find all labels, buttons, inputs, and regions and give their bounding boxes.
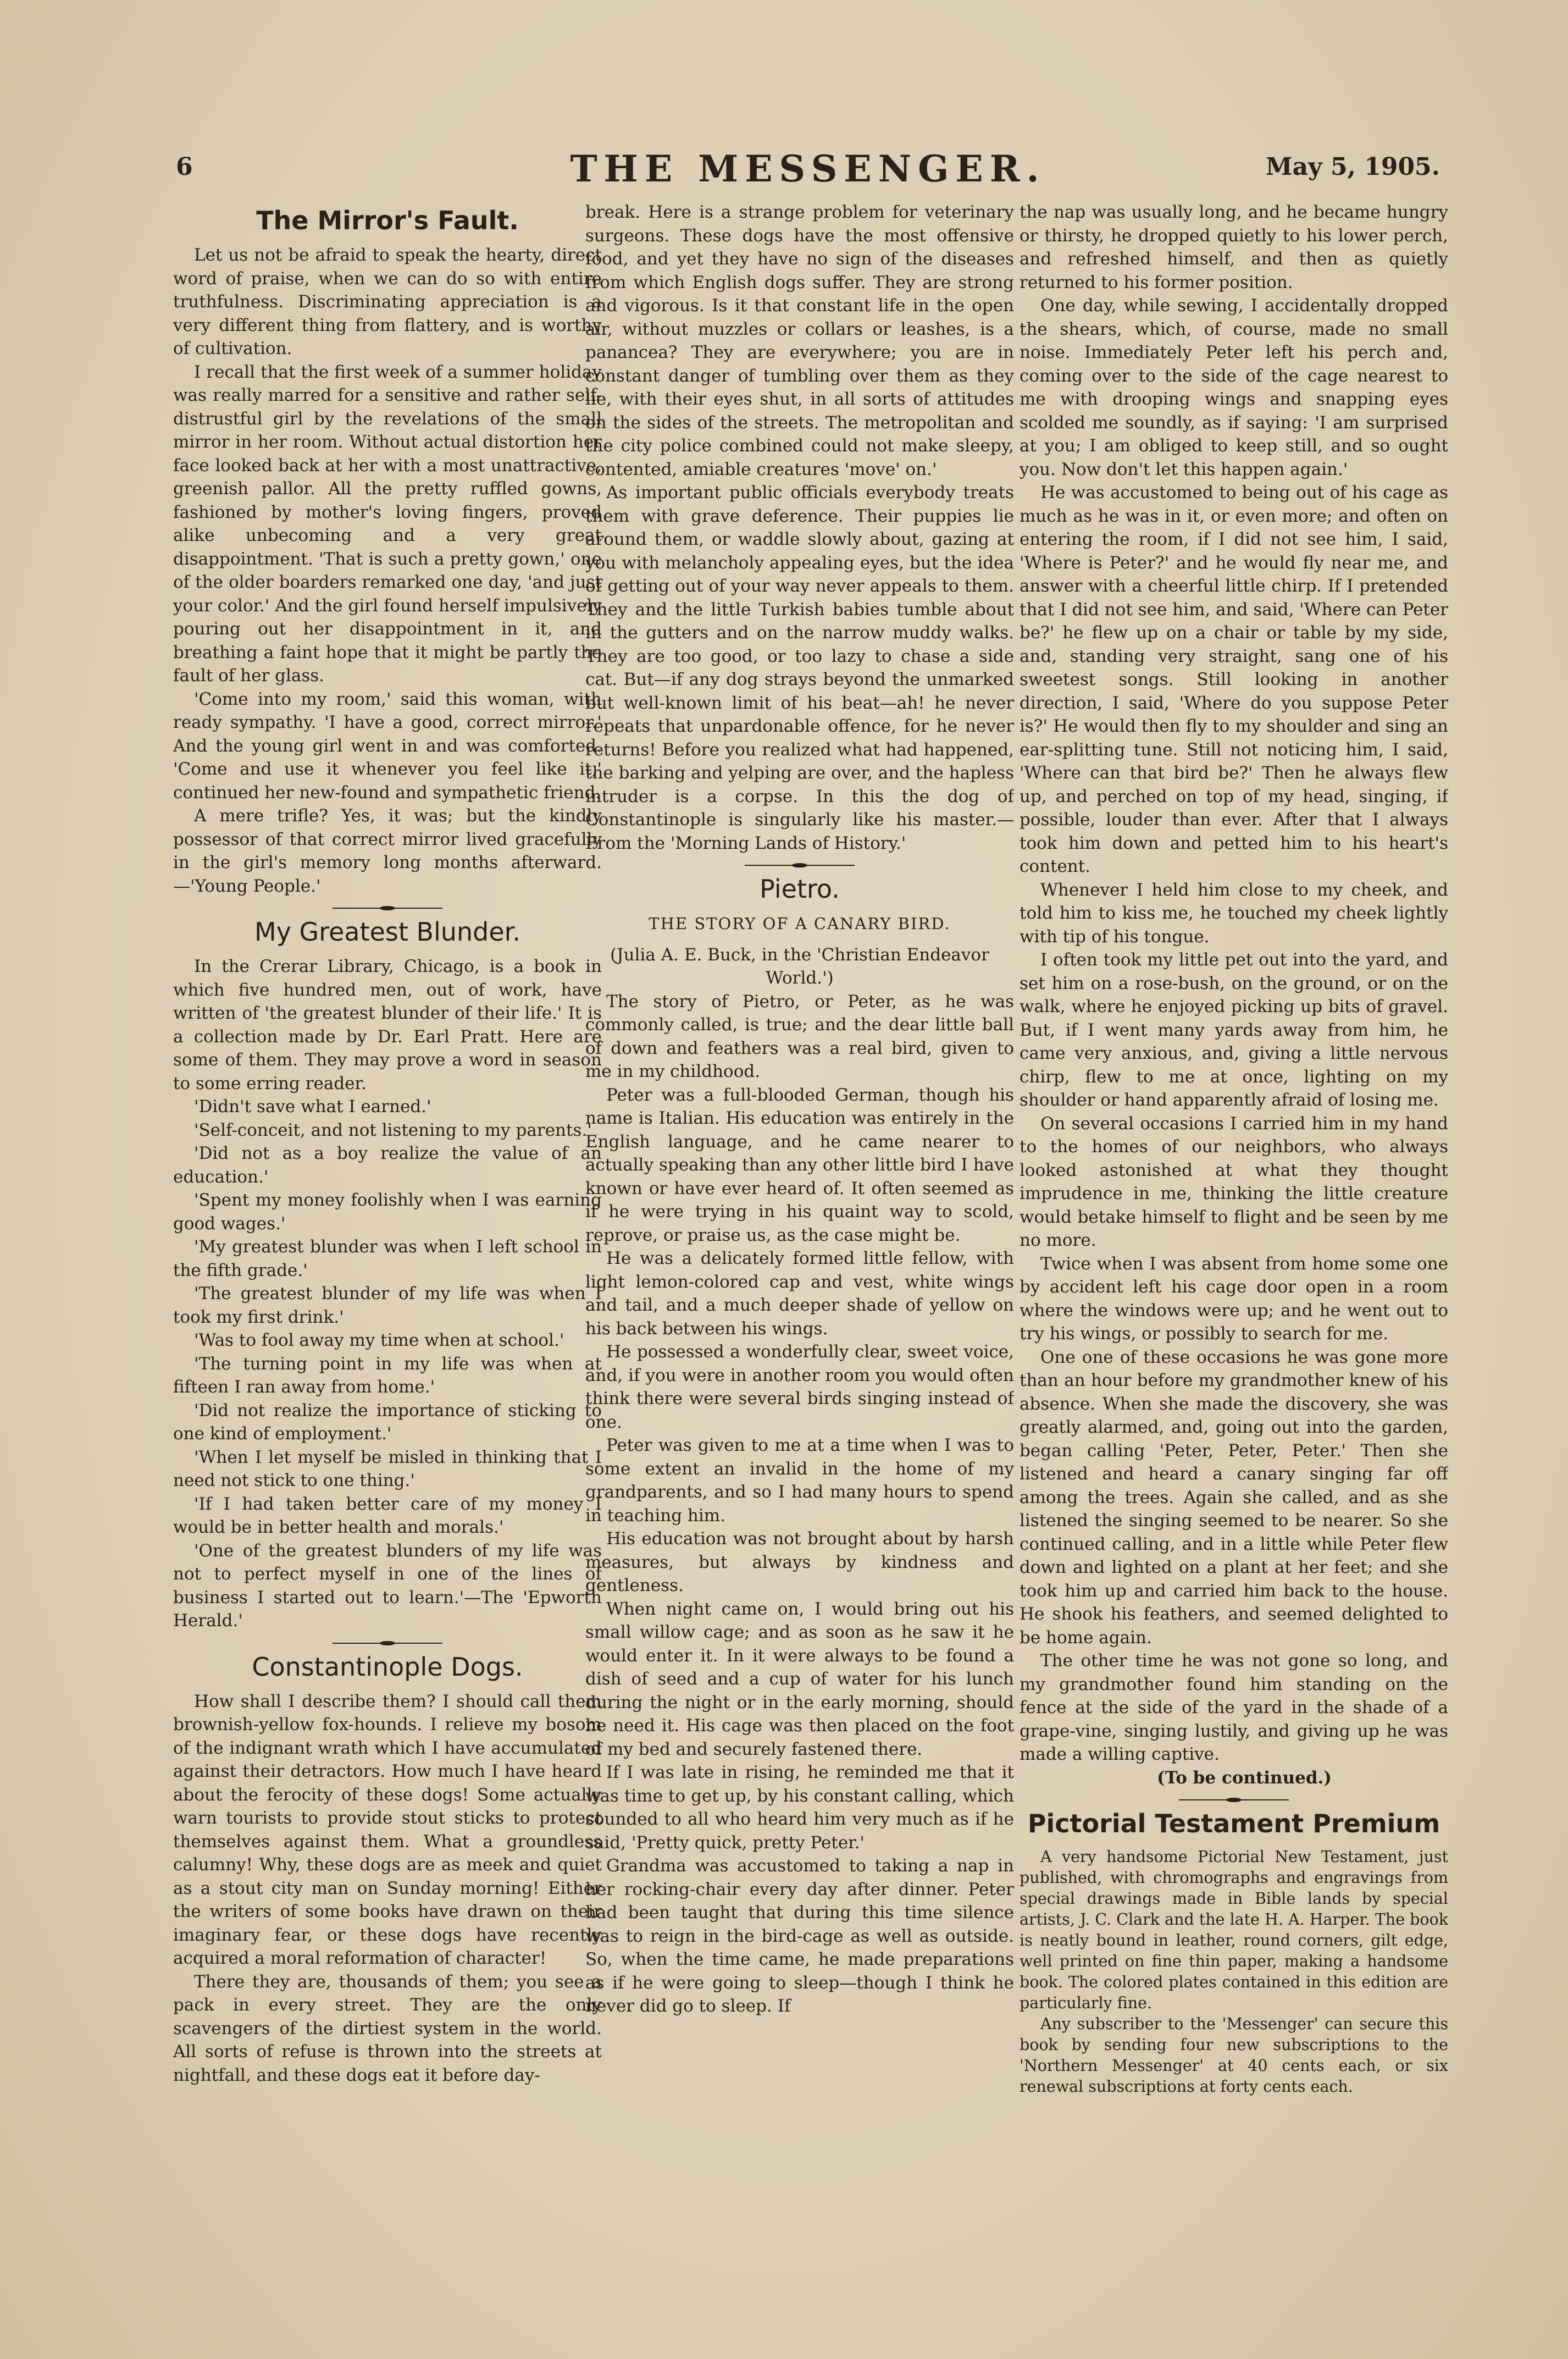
- paragraph: Whenever I held him close to my cheek, and told him to kiss me, he touched my cheek lightly with tip of his tongue.: [1020, 880, 1448, 947]
- paragraph: There they are, thousands of them; you see a pack in every street. They are the only scavengers of the dirtiest system in the world. All sorts of refuse is thrown into the streets at nightfall, and these dogs eat it before day-: [173, 1971, 602, 2085]
- article-subtitle: THE STORY OF A CANARY BIRD.: [649, 914, 951, 933]
- quote-item: 'One of the greatest blunders of my life was not to perfect myself in one of the lines of business I started out to learn.'—The 'Epworth Herald.': [173, 1540, 602, 1631]
- paragraph: He was accustomed to being out of his cage as much as he was in it, or even more; and often on entering the room, if I did not see him, I said, 'Where is Peter?' and he would fly near me, and answer with a cheerful little chirp. If I pretended that I did not see him, and said, 'Where can Peter be?' he flew up on a chair or table by my side, and, standing very straight, sang one of his sweetest songs. Still looking in another direction, I said, 'Where do you suppose Peter is?' He would then fly to my shoulder and sing an ear-splitting tune. Still not noticing him, I said, 'Where can that bird be?' Then he always flew up, and perched on top of my head, singing, if possible, louder than ever. After that I always took him down and petted him to his heart's content.: [1020, 483, 1448, 876]
- paragraph: 'Come into my room,' said this woman, with ready sympathy. 'I have a good, correct mirror.' And the young girl went in and was comforted. 'Come and use it whenever you feel like it,' continued her new-found and sympathetic friend.: [173, 689, 602, 803]
- section-divider: [333, 905, 442, 911]
- quote-item: 'The greatest blunder of my life was when I took my first drink.': [173, 1284, 602, 1327]
- article-title-blunder: My Greatest Blunder.: [254, 917, 520, 947]
- article-title-mirror: The Mirror's Fault.: [256, 206, 519, 235]
- quote-item: 'My greatest blunder was when I left school in the fifth grade.': [173, 1237, 602, 1280]
- paragraph: He was a delicately formed little fellow, with light lemon-colored cap and vest, white wings and tail, and a much deeper shade of yellow on his back between his wings.: [585, 1248, 1014, 1339]
- paragraph: break. Here is a strange problem for veterinary surgeons. These dogs have the most offensive food, and yet they have no sign of the diseases from which English dogs suffer. They are strong and vigorous. Is it that constant life in the open air, without muzzles or collars or leashes, is a panancea? They are everywhere; you are in constant danger of tumbling over them as they lie, with their eyes shut, in all sorts of attitudes on the sides of the streets. The metropolitan and the city police combined could not make sleepy, contented, amiable creatures 'move' on.': [585, 202, 1014, 479]
- byline: (Julia A. E. Buck, in the 'Christian Endeavor World.'): [610, 944, 989, 988]
- paragraph: Grandma was accustomed to taking a nap in her rocking-chair every day after dinner. Peter had been taught that during this time silence was to reign in the bird-cage as well as outside. So, when the time came, he made preparations as if he were going to sleep—though I think he never did go to sleep. If: [585, 1856, 1014, 2016]
- issue-date: May 5, 1905.: [1265, 153, 1440, 181]
- paragraph: Peter was given to me at a time when I was to some extent an invalid in the home of my grandparents, and so I had many hours to spend in teaching him.: [585, 1435, 1014, 1526]
- paragraph: I recall that the first week of a summer holiday was really marred for a sensitive and rather self-distrustful girl by the revelations of the small mirror in her room. Without actual distortion her face looked back at her with a most unattractive, greenish pallor. All the pretty ruffled gowns, fashioned by mother's loving fingers, proved alike unbecoming and a very great disappointment. 'That is such a pretty gown,' one of the older boarders remarked one day, 'and just your color.' And the girl found herself impulsively pouring out her disappointment in it, and breathing a faint hope that it might be partly the fault of her glass.: [173, 362, 602, 686]
- quote-item: 'The turning point in my life was when at fifteen I ran away from home.': [173, 1353, 602, 1397]
- paragraph: One day, while sewing, I accidentally dropped the shears, which, of course, made no small noise. Immediately Peter left his perch and, coming over to the side of the cage nearest to me with drooping wings and snapping eyes scolded me soundly, as if saying: 'I am surprised at you; I am obliged to keep still, and so ought you. Now don't let this happen again.': [1020, 296, 1448, 479]
- paragraph: Any subscriber to the 'Messenger' can secure this book by sending four new subscriptions to the 'Northern Messenger' at 40 cents each, or six renewal subscriptions at forty cents each.: [1020, 2015, 1448, 2096]
- paragraph: In the Crerar Library, Chicago, is a book in which five hundred men, out of work, have written of 'the greatest blunder of their life.' It is a collection made by Dr. Earl Pratt. Here are some of them. They may prove a word in season to some erring reader.: [173, 957, 602, 1093]
- article-title-dogs: Constantinople Dogs.: [252, 1651, 523, 1682]
- quote-item: 'When I let myself be misled in thinking that I need not stick to one thing.': [173, 1447, 602, 1490]
- paragraph: The other time he was not gone so long, and my grandmother found him standing on the fence at the side of the yard in the shade of a grape-vine, singing lustily, and giving up he was made a willing captive.: [1020, 1651, 1448, 1764]
- section-divider: [1179, 1797, 1289, 1803]
- paragraph: As important public officials everybody treats them with grave deference. Their puppies lie around them, or waddle slowly about, gazing at you with melancholy appealing eyes, but the idea of getting out of your way never appeals to them. They and the little Turkish babies tumble about in the gutters and on the narrow muddy walks. They are too good, or too lazy to chase a side cat. But—if any dog strays beyond the unmarked but well-known limit of his beat—ah! he never repeats that unpardonable offence, for he never returns! Before you realized what had happened, the barking and yelping are over, and the hapless intruder is a corpse. In this the dog of Constantinople is singularly like his master.—From the 'Morning Lands of History.': [585, 483, 1014, 853]
- quote-item: 'Spent my money foolishly when I was earning good wages.': [173, 1190, 602, 1234]
- quote-item: 'Was to fool away my time when at school.': [194, 1330, 564, 1350]
- column-2: [585, 201, 1014, 2312]
- article-title-pietro: Pietro.: [760, 874, 840, 904]
- quote-item: 'Self-conceit, and not listening to my parents.': [194, 1120, 592, 1140]
- paragraph: Twice when I was absent from home some one by accident left his cage door open in a room where the windows were up; and he went out to try his wings, or possibly to search for me.: [1020, 1253, 1448, 1344]
- paragraph: He possessed a wonderfully clear, sweet voice, and, if you were in another room you would often think there were several birds singing instead of one.: [585, 1342, 1014, 1432]
- column-1: [173, 201, 602, 2312]
- paragraph: A mere trifle? Yes, it was; but the kindly possessor of that correct mirror lived gracefully in the girl's memory long months afterward.—'Young People.': [173, 806, 602, 896]
- paragraph: His education was not brought about by harsh measures, but always by kindness and gentleness.: [585, 1529, 1014, 1595]
- paragraph: the nap was usually long, and he became hungry or thirsty, he dropped quietly to his lower perch, and refreshed himself, and then as quietly returned to his former position.: [1020, 202, 1448, 292]
- paragraph: I often took my little pet out into the yard, and set him on a rose-bush, on the ground, or on the walk, where he enjoyed picking up bits of gravel. But, if I went many yards away from him, he came very anxious, and, giving a little nervous chirp, flew to me at once, lighting on my shoulder or hand apparently afraid of losing me.: [1020, 950, 1448, 1110]
- quote-item: 'Didn't save what I earned.': [194, 1097, 431, 1117]
- section-divider: [333, 1640, 442, 1646]
- quote-item: 'Did not as a boy realize the value of an education.': [173, 1143, 602, 1187]
- column-3: [1020, 201, 1448, 2312]
- paragraph: Let us not be afraid to speak the hearty, direct word of praise, when we can do so with entire truthfulness. Discriminating appreciation is a very different thing from flattery, and is worthy of cultivation.: [173, 245, 602, 358]
- masthead: THE MESSENGER.: [570, 147, 1046, 190]
- continued-note: (To be continued.): [1157, 1767, 1332, 1788]
- paragraph: One one of these occasions he was gone more than an hour before my grandmother knew of his absence. When she made the discovery, she was greatly alarmed, and, going out into the garden, began calling 'Peter, Peter, Peter.' Then she listened and heard a canary singing far off among the trees. Again she called, and as she listened the singing seemed to be nearer. So she continued calling, and in a little while Peter flew down and lighted on a plant at her feet; and she took him up and carried him back to the house. He shook his feathers, and seemed delighted to be home again.: [1020, 1347, 1448, 1648]
- paragraph: If I was late in rising, he reminded me that it was time to get up, by his constant calling, which sounded to all who heard him very much as if he said, 'Pretty quick, pretty Peter.': [585, 1763, 1014, 1853]
- paragraph: When night came on, I would bring out his small willow cage; and as soon as he saw it he would enter it. In it were always to be found a dish of seed and a cup of water for his lunch during the night or in the early morning, should he need it. His cage was then placed on the foot of my bed and securely fastened there.: [585, 1599, 1014, 1759]
- paragraph: How shall I describe them? I should call them brownish-yellow fox-hounds. I relieve my bosom of the indignant wrath which I have accumulated against their detractors. How much I have heard about the ferocity of these dogs! Some actually warn tourists to provide stout sticks to protect themselves against them. What a groundless calumny! Why, these dogs are as meek and quiet as a stout city man on Sunday morning! Either the writers of some books have drawn on their imaginary fear, or these dogs have recently acquired a moral reformation of character!: [173, 1691, 602, 1968]
- quote-item: 'Did not realize the importance of sticking to one kind of employment.': [173, 1400, 602, 1444]
- paragraph: Peter was a full-blooded German, though his name is Italian. His education was entirely in the English language, and he came nearer to actually speaking than any other little bird I have known or have ever heard of. It often seemed as if he were trying in his quaint way to scold, reprove, or praise us, as the case might be.: [585, 1085, 1014, 1245]
- section-divider: [745, 863, 855, 868]
- article-title-premium: Pictorial Testament Premium: [1027, 1809, 1440, 1838]
- paragraph: A very handsome Pictorial New Testament, just published, with chromographs and engravings from special drawings made in Bible lands by special artists, J. C. Clark and the late H. A. Harper. The book is neatly bound in leather, round corners, gilt edge, well printed on fine thin paper, making a handsome book. The colored plates contained in this edition are particularly fine.: [1020, 1848, 1448, 2012]
- page-number: 6: [176, 153, 193, 181]
- page-header: [176, 147, 1440, 197]
- paragraph: On several occasions I carried him in my hand to the homes of our neighbors, who always looked astonished at what they thought imprudence in me, thinking the little creature would betake himself to flight and be seen by me no more.: [1020, 1113, 1448, 1250]
- quote-item: 'If I had taken better care of my money I would be in better health and morals.': [173, 1494, 602, 1537]
- paragraph: The story of Pietro, or Peter, as he was commonly called, is true; and the dear little ball of down and feathers was a real bird, given to me in my childhood.: [585, 991, 1014, 1081]
